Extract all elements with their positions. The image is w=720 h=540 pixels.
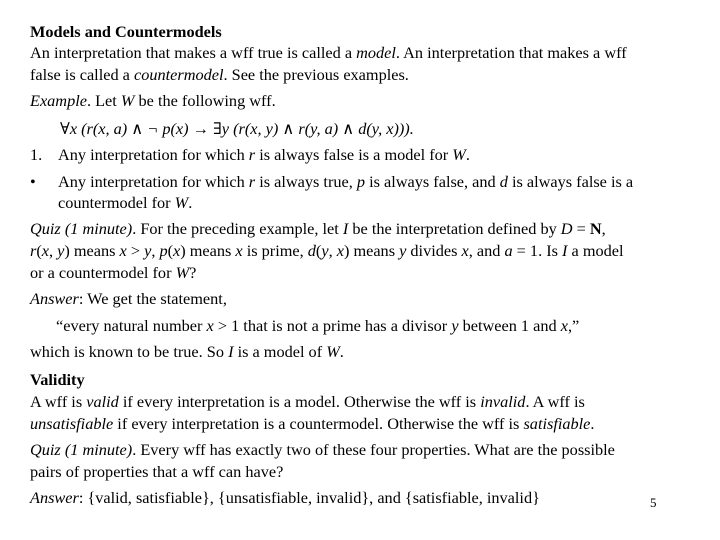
list-item: 1. Any interpretation for which r is always false is a model for W. — [30, 145, 470, 164]
slide-title: Models and Countermodels — [30, 22, 222, 41]
example-line: Example. Let W be the following wff. — [30, 91, 276, 110]
list-marker: 1. — [30, 145, 43, 164]
bullet-icon: • — [30, 172, 36, 191]
answer-line: Answer: {valid, satisfiable}, {unsatisfiable, invalid}, and {satisfiable, invalid} — [30, 488, 540, 507]
text-line: r(x, y) means x > y, p(x) means x is prime, d(y, x) means y divides x, and a = 1. Is I a model — [30, 241, 624, 260]
quiz-line: Quiz (1 minute). For the preceding example, let I be the interpretation defined by D = N, — [30, 219, 606, 238]
text-line: unsatisfiable if every interpretation is a countermodel. Otherwise the wff is satisfiable. — [30, 414, 595, 433]
quiz-line: Quiz (1 minute). Every wff has exactly two of these four properties. What are the possible — [30, 440, 615, 459]
quote-line: “every natural number x > 1 that is not a prime has a divisor y between 1 and x,” — [56, 316, 580, 335]
text-line: false is called a countermodel. See the previous examples. — [30, 65, 409, 84]
text-line: countermodel for W. — [58, 193, 193, 212]
text-line: A wff is valid if every interpretation is a model. Otherwise the wff is invalid. A wff is — [30, 392, 585, 411]
text-line: An interpretation that makes a wff true is called a model. An interpretation that makes a wff — [30, 43, 627, 62]
formula: ∀x (r(x, a) ∧ ¬ p(x) → ∃y (r(x, y) ∧ r(y, a) ∧ d(y, x))). — [60, 119, 414, 138]
text-line: pairs of properties that a wff can have? — [30, 462, 284, 481]
section-heading: Validity — [30, 370, 85, 389]
answer-line: Answer: We get the statement, — [30, 289, 227, 308]
text-line: which is known to be true. So I is a model of W. — [30, 342, 344, 361]
list-item: • Any interpretation for which r is always true, p is always false, and d is always false is a — [30, 172, 634, 191]
page-number: 5 — [650, 495, 657, 510]
text-line: or a countermodel for W? — [30, 263, 197, 282]
